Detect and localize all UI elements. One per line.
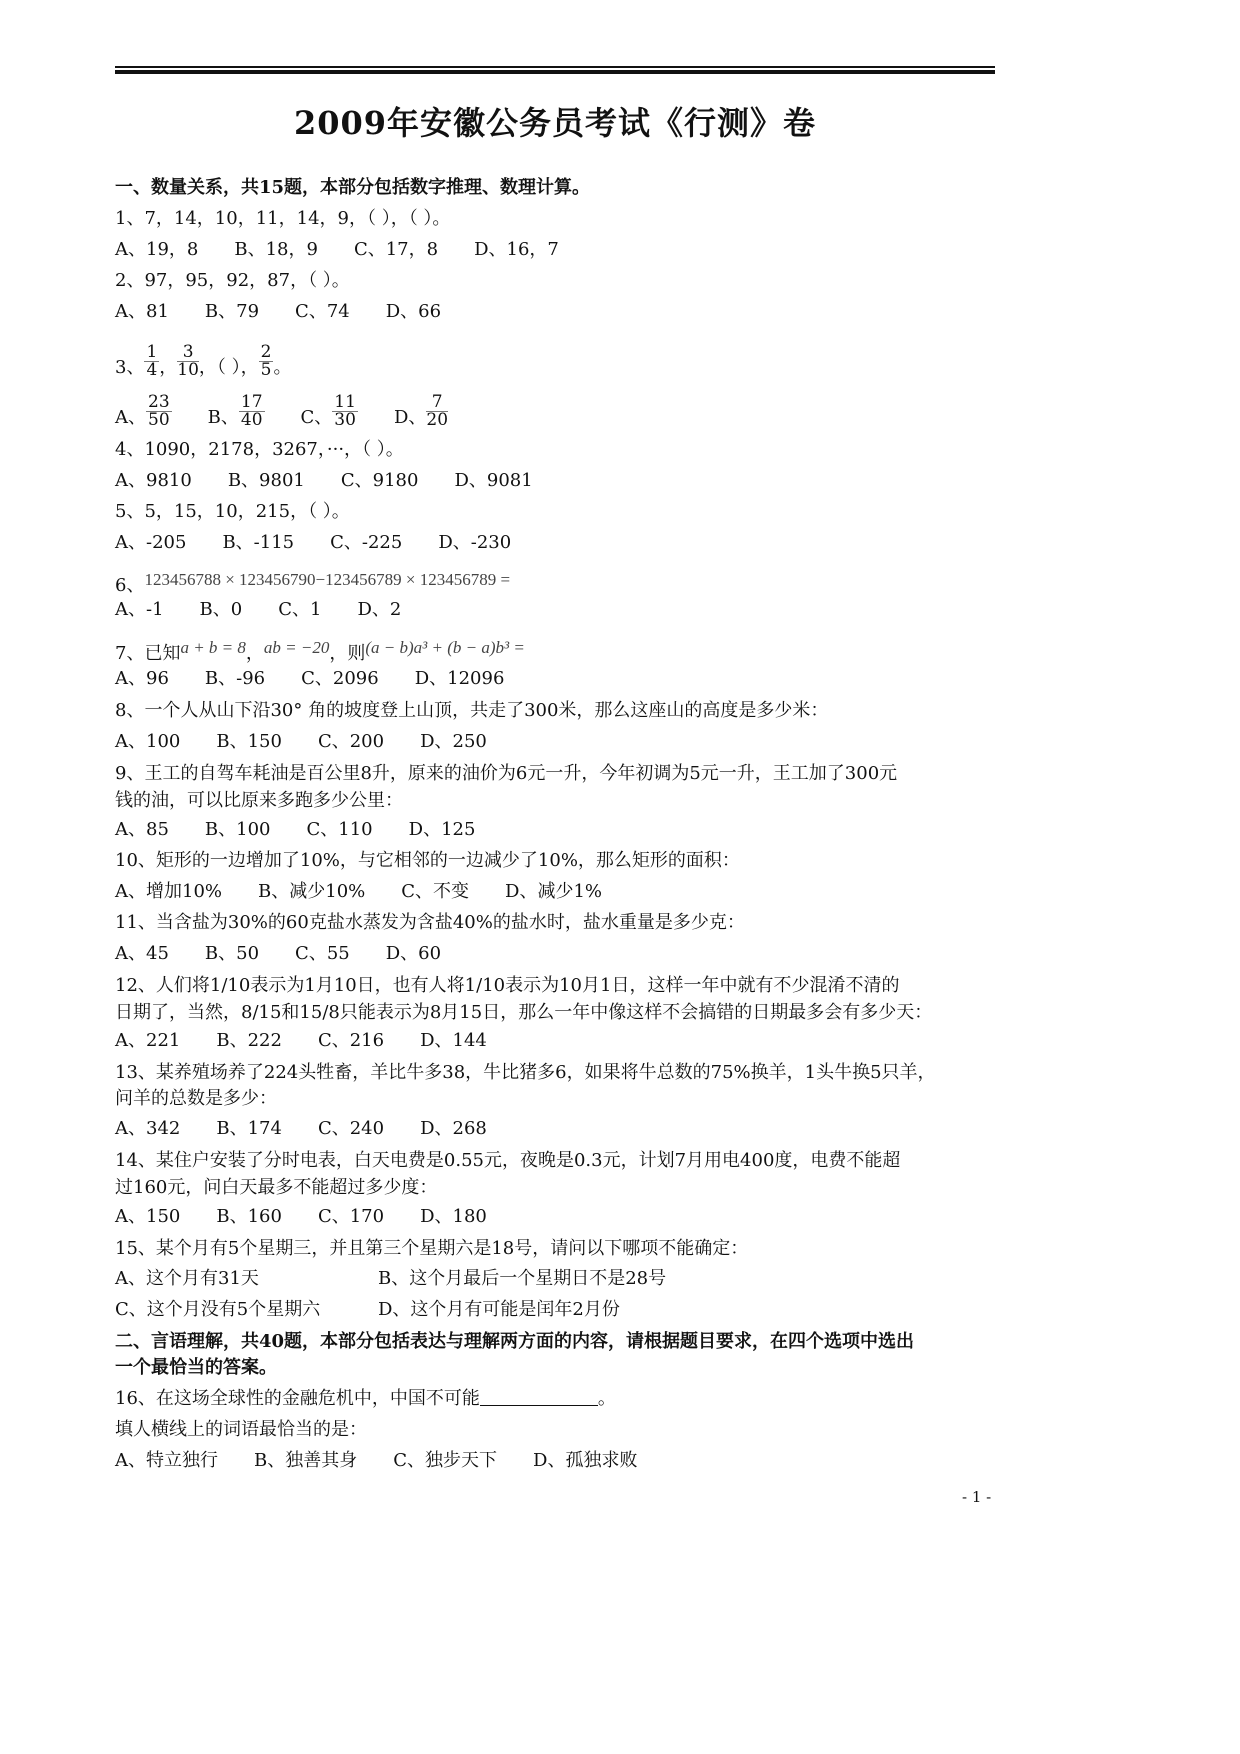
option: B、9801 [227, 470, 305, 491]
option: B、150 [216, 731, 282, 752]
math-expression: 123456788 × 123456790−123456789 × 123456789 = [144, 570, 511, 589]
option: A、221 [115, 1030, 181, 1051]
option: D、66 [385, 301, 442, 322]
q5-options [115, 531, 547, 555]
option: C、这个月没有5个星期六 [115, 1299, 321, 1320]
q14-options [115, 1205, 523, 1229]
q9-stem-cont: 钱的油，可以比原来多跑多少公里： [115, 790, 403, 811]
option: D、268 [420, 1118, 487, 1139]
option: A、这个月有31天 [115, 1268, 259, 1289]
q11-options [115, 942, 477, 966]
q5-stem: 5、5，15，10，215，（ ）。 [115, 501, 350, 522]
q13-stem: 13、某养殖场养了224头牲畜，羊比牛多38，牛比猪多6，如果将牛总数的75%换羊，1头牛换5只羊， [115, 1062, 936, 1083]
q10-options [115, 880, 638, 904]
section-heading-2-cont: 一个最恰当的答案。 [115, 1357, 277, 1378]
option: C、独步天下 [393, 1450, 498, 1471]
q4-stem: 4、1090，2178，3267，···，（ ）。 [115, 439, 404, 460]
blank: （ ）， [216, 357, 259, 378]
option: B、-96 [204, 668, 266, 689]
option: A、增加10% [115, 881, 223, 902]
option: B、18，9 [234, 239, 318, 260]
option: A、342 [115, 1118, 181, 1139]
option: C、 $\frac{11}{30}$ [300, 392, 356, 430]
option: A、-205 [115, 532, 187, 553]
math-expression: a + b = 8 [180, 638, 246, 657]
option: B、独善其身 [254, 1450, 358, 1471]
option: D、60 [385, 943, 442, 964]
option: B、 $\frac{17}{40}$ [207, 392, 263, 430]
fraction: $\frac{2}{5}$ [260, 342, 272, 380]
option: D、孤独求败 [533, 1450, 638, 1471]
option: D、16，7 [474, 239, 559, 260]
option: A、9810 [115, 470, 192, 491]
option: A、150 [115, 1206, 181, 1227]
q3-options [115, 394, 484, 430]
option: B、这个月最后一个星期日不是28号 [378, 1268, 667, 1289]
option: D、12096 [414, 668, 505, 689]
option: A、81 [115, 301, 169, 322]
q1-stem: 1、7，14，10，11，14，9，（ ），（ ）。 [115, 208, 451, 229]
option: C、240 [317, 1118, 385, 1139]
option: C、74 [295, 301, 350, 322]
option: C、不变 [401, 881, 470, 902]
q10-stem: 10、矩形的一边增加了10%，与它相邻的一边减少了10%，那么矩形的面积： [115, 850, 740, 871]
q9-stem: 9、王工的自驾车耗油是百公里8升，原来的油价为6元一升，今年初调为5元一升，王工加了300元 [115, 763, 898, 784]
option: A、100 [115, 731, 181, 752]
fill-blank [480, 1387, 598, 1406]
q16-stem: 16、在这场全球性的金融危机中，中国不可能 。 [115, 1388, 616, 1409]
option: D、144 [420, 1030, 487, 1051]
option: D、减少1% [505, 881, 603, 902]
q13-stem-cont: 问羊的总数是多少： [115, 1088, 277, 1109]
option: D、180 [420, 1206, 487, 1227]
option: C、1 [278, 599, 322, 620]
option: B、-115 [222, 532, 295, 553]
q3-stem: 3、 $\frac{1}{4}$ ， $\frac{3}{10}$ ，（ ）， $\frac{2}{5}$ 。 [115, 342, 292, 380]
q2-stem: 2、97，95，92，87，（ ）。 [115, 270, 350, 291]
option: A、96 [115, 668, 169, 689]
option: D、9081 [454, 470, 533, 491]
q8-options [115, 730, 523, 754]
page-title: 2009年安徽公务员考试《行测》卷 [293, 104, 817, 142]
option: C、170 [317, 1206, 385, 1227]
q1-options [115, 238, 595, 262]
option: A、-1 [115, 599, 164, 620]
option: C、17，8 [353, 239, 439, 260]
option: C、110 [306, 819, 373, 840]
q4-options [115, 469, 569, 493]
option: D、这个月有可能是闰年2月份 [378, 1299, 620, 1320]
q9-options [115, 818, 511, 842]
q12-stem-cont: 日期了，当然，8/15和15/8只能表示为8月15日，那么一年中像这样不会搞错的日期最多会有多少天： [115, 1002, 933, 1023]
option: A、 $\frac{23}{50}$ [115, 392, 170, 430]
option: D、2 [357, 599, 402, 620]
q12-options [115, 1029, 523, 1053]
math-expression: (a − b)a³ + (b − a)b³ = [365, 638, 525, 657]
q6-options [115, 598, 437, 622]
option: A、45 [115, 943, 169, 964]
option: A、19，8 [115, 239, 199, 260]
option: C、2096 [301, 668, 379, 689]
q15-options-row1 [115, 1267, 666, 1291]
option: C、-225 [330, 532, 403, 553]
option: B、222 [216, 1030, 282, 1051]
math-expression: ab = −20 [263, 638, 330, 657]
option: B、减少10% [258, 881, 366, 902]
fraction: $\frac{1}{4}$ [146, 342, 158, 380]
section-heading-2: 二、言语理解，共40题，本部分包括表达与理解两方面的内容，请根据题目要求，在四个选项中选出 [115, 1331, 915, 1352]
option: D、 $\frac{7}{20}$ [393, 392, 449, 430]
q16-options [115, 1449, 673, 1473]
page-number: - 1 - [962, 1488, 992, 1506]
q2-options [115, 300, 477, 324]
question-number: 3、 [115, 357, 145, 378]
option: A、特立独行 [115, 1450, 218, 1471]
q15-stem: 15、某个月有5个星期三，并且第三个星期六是18号，请问以下哪项不能确定： [115, 1238, 749, 1259]
q15-options-row2 [115, 1298, 620, 1322]
option: D、125 [408, 819, 476, 840]
q7-options [115, 667, 540, 691]
option: B、160 [216, 1206, 282, 1227]
option: B、100 [204, 819, 271, 840]
fraction: $\frac{3}{10}$ [177, 342, 199, 380]
option: B、174 [216, 1118, 282, 1139]
q13-options [115, 1117, 523, 1141]
option: C、216 [317, 1030, 385, 1051]
option: C、55 [295, 943, 350, 964]
q6-stem: 6、123456788 × 123456790−123456789 × 123456789 = [115, 570, 511, 596]
option: C、9180 [340, 470, 419, 491]
option: A、85 [115, 819, 169, 840]
q16-prompt: 填人横线上的词语最恰当的是： [115, 1419, 367, 1440]
q8-stem: 8、一个人从山下沿30° 角的坡度登上山顶，共走了300米，那么这座山的高度是多少米： [115, 700, 829, 721]
q14-stem: 14、某住户安装了分时电表，白天电费是0.55元，夜晚是0.3元，计划7月用电400度，电费不能超 [115, 1150, 901, 1171]
option: B、79 [204, 301, 260, 322]
q14-stem-cont: 过160元，问白天最多不能超过多少度： [115, 1177, 438, 1198]
option: B、50 [204, 943, 260, 964]
q11-stem: 11、当含盐为30%的60克盐水蒸发为含盐40%的盐水时，盐水重量是多少克： [115, 912, 745, 933]
q7-stem: 7、已知a + b = 8，ab = −20，则(a − b)a³ + (b − a)b³ = [115, 638, 525, 664]
section-heading-1: 一、数量关系，共15题，本部分包括数字推理、数理计算。 [115, 177, 591, 198]
header-rule-thin [115, 66, 995, 68]
q12-stem: 12、人们将1/10表示为1月10日，也有人将1/10表示为10月1日，这样一年中就有不少混淆不清的 [115, 975, 900, 996]
option: C、200 [317, 731, 385, 752]
option: D、250 [420, 731, 487, 752]
header-rule-thick [115, 70, 995, 74]
option: B、0 [199, 599, 243, 620]
option: D、-230 [438, 532, 512, 553]
